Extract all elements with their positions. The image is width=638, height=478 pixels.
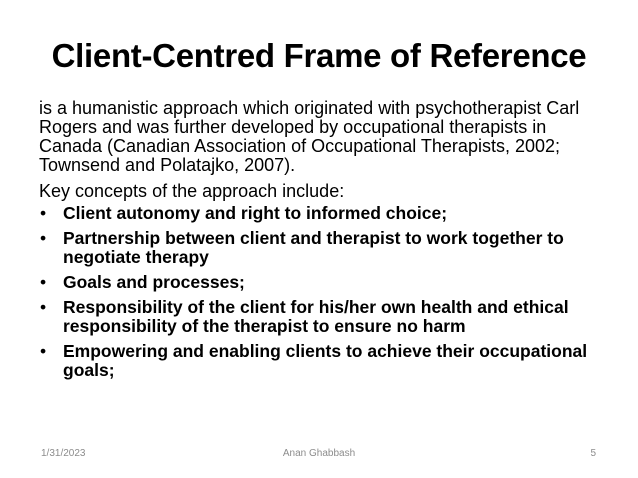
intro-paragraph: is a humanistic approach which originated with psychotherapist Carl Rogers and was further developed by occupational therapists in Canada (Canadian Association of Occupational Therapists, 2002; Townsend and Polatajko, 2007). [39,98,580,175]
list-item-text: Responsibility of the client for his/her own health and ethical responsibility of the therapist to ensure no harm [63,297,569,336]
bullet-icon: • [40,297,47,317]
list-item [39,204,614,223]
bullet-icon: • [40,228,47,248]
list-item-text: Client autonomy and right to informed choice; [63,203,448,223]
list-item-text: Empowering and enabling clients to achieve their occupational goals; [63,341,588,380]
list-item-text: Partnership between client and therapist to work together to negotiate therapy [63,228,564,267]
list-item [39,229,614,267]
list-item-text: Goals and processes; [63,272,245,292]
footer-author: Anan Ghabbash [282,448,356,459]
key-concepts-list [39,204,614,380]
bullet-icon: • [40,341,47,361]
bullet-icon: • [40,272,47,292]
key-concepts-heading: Key concepts of the approach include: [39,181,345,201]
list-item [39,273,614,292]
list-item [39,298,614,336]
footer-page-number: 5 [590,448,596,459]
slide-body [39,99,614,380]
footer-date: 1/31/2023 [41,448,86,459]
bullet-icon: • [40,203,47,223]
list-item [39,342,614,380]
slide-title: Client-Centred Frame of Reference [51,37,587,74]
